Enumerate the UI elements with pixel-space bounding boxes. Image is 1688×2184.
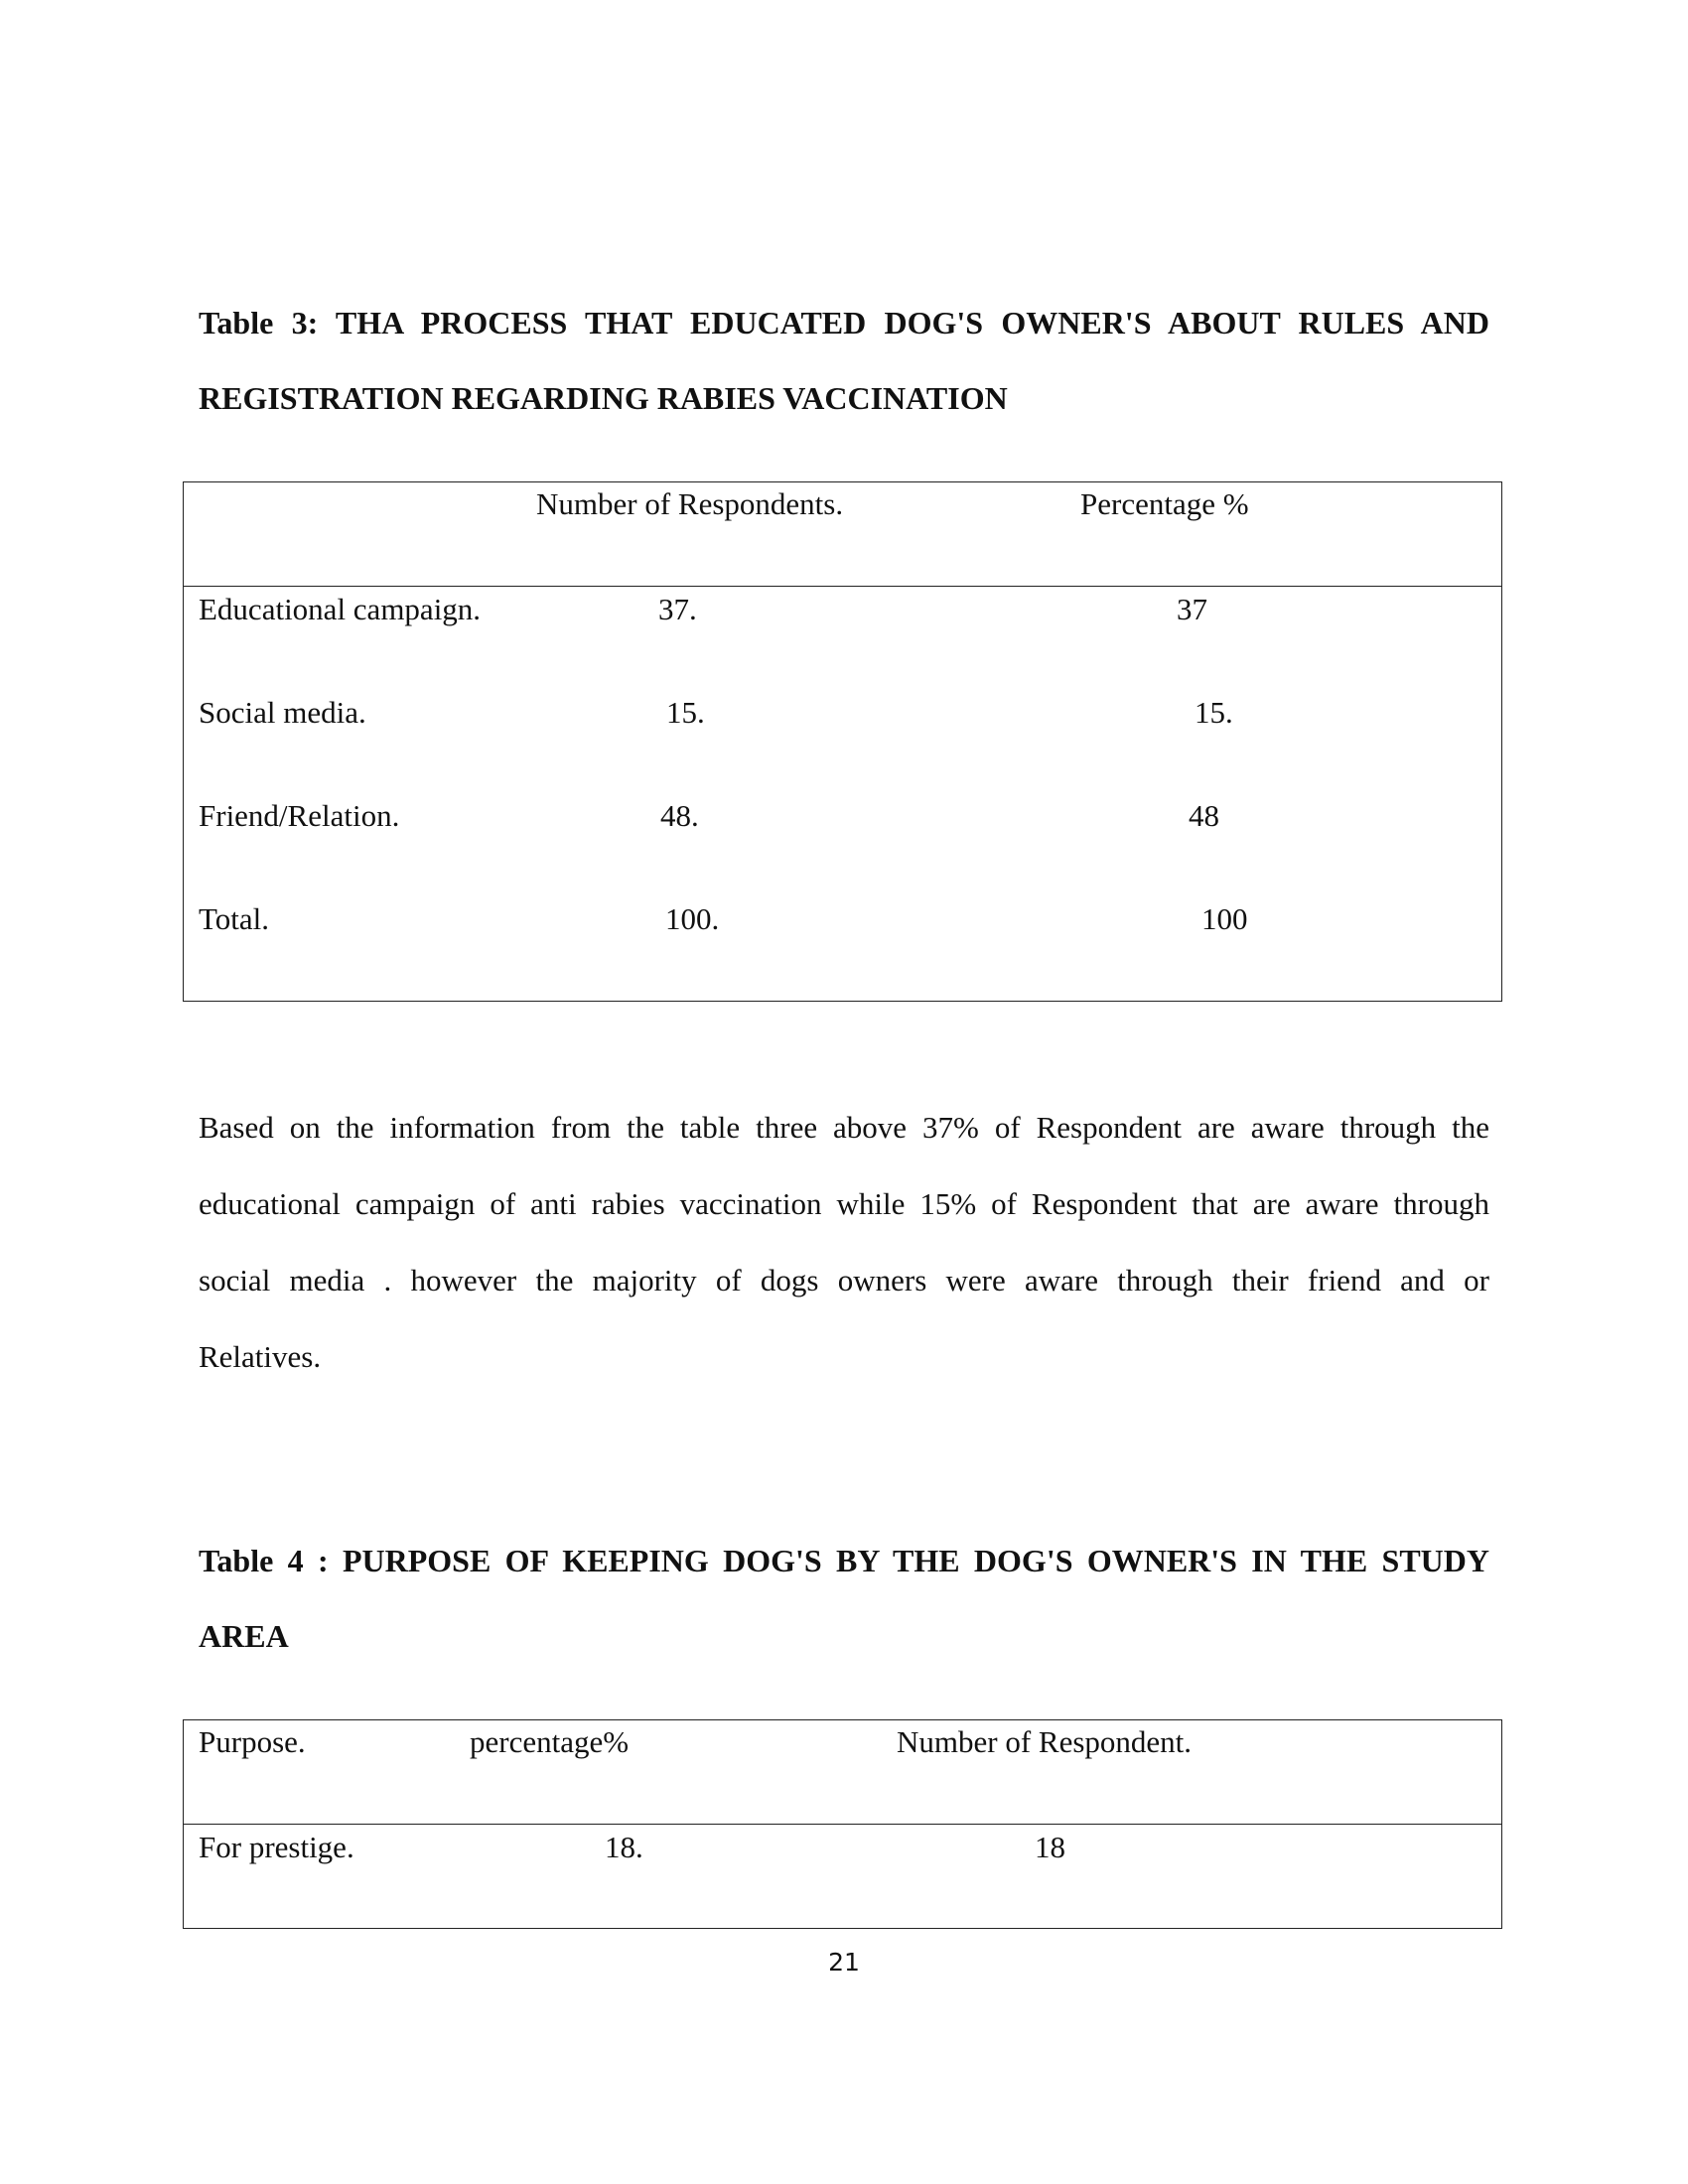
table4-title (199, 1523, 1489, 1674)
table3-title (199, 285, 1489, 436)
table4-header-number: Number of Respondent. (897, 1724, 1193, 1759)
table3-header-percentage: Percentage % (1080, 486, 1249, 521)
table3-header-divider (184, 586, 1501, 587)
table3-row-percentage: 37 (1177, 592, 1207, 626)
table3-row-percentage: 15. (1195, 695, 1233, 730)
table3-row-percentage: 100 (1201, 901, 1248, 936)
table3-row-percentage: 48 (1189, 798, 1219, 833)
table3-row-label: Friend/Relation. (199, 798, 400, 833)
table3-row-number: 37. (658, 592, 697, 626)
table3-header-number: Number of Respondents. (536, 486, 844, 521)
table3 (183, 481, 1502, 1002)
table3-title-line2: REGISTRATION REGARDING RABIES VACCINATION (199, 380, 1008, 416)
table3-row-number: 100. (665, 901, 720, 936)
table4-row-percentage: 18. (605, 1830, 643, 1864)
table4-row-number: 18 (1035, 1830, 1065, 1864)
summary-paragraph-line: social media . however the majority of dogs owners were aware through their friend and or (199, 1263, 1489, 1297)
table4-header-purpose: Purpose. (199, 1724, 306, 1759)
table4-header-divider (184, 1824, 1501, 1825)
table3-title-line1: Table 3: THA PROCESS THAT EDUCATED DOG'S OWNER'S ABOUT RULES AND (199, 305, 1489, 341)
table4-row-purpose: For prestige. (199, 1830, 354, 1864)
table3-row-label: Total. (199, 901, 270, 936)
summary-paragraph-line: Based on the information from the table three above 37% of Respondent are aware through the (199, 1110, 1489, 1145)
table4 (183, 1719, 1502, 1929)
table4-header-percentage: percentage% (470, 1724, 630, 1759)
summary-paragraph (199, 1089, 1489, 1395)
table3-row-number: 15. (666, 695, 705, 730)
table3-row-label: Social media. (199, 695, 366, 730)
table4-title-line2: AREA (199, 1618, 289, 1654)
table3-row-label: Educational campaign. (199, 592, 482, 626)
summary-paragraph-line: educational campaign of anti rabies vaccination while 15% of Respondent that are aware through (199, 1186, 1489, 1221)
table3-row-number: 48. (660, 798, 699, 833)
page-number: 21 (828, 1948, 860, 1977)
summary-paragraph-line: Relatives. (199, 1339, 322, 1374)
table4-title-line1: Table 4 : PURPOSE OF KEEPING DOG'S BY THE DOG'S OWNER'S IN THE STUDY (199, 1543, 1489, 1578)
